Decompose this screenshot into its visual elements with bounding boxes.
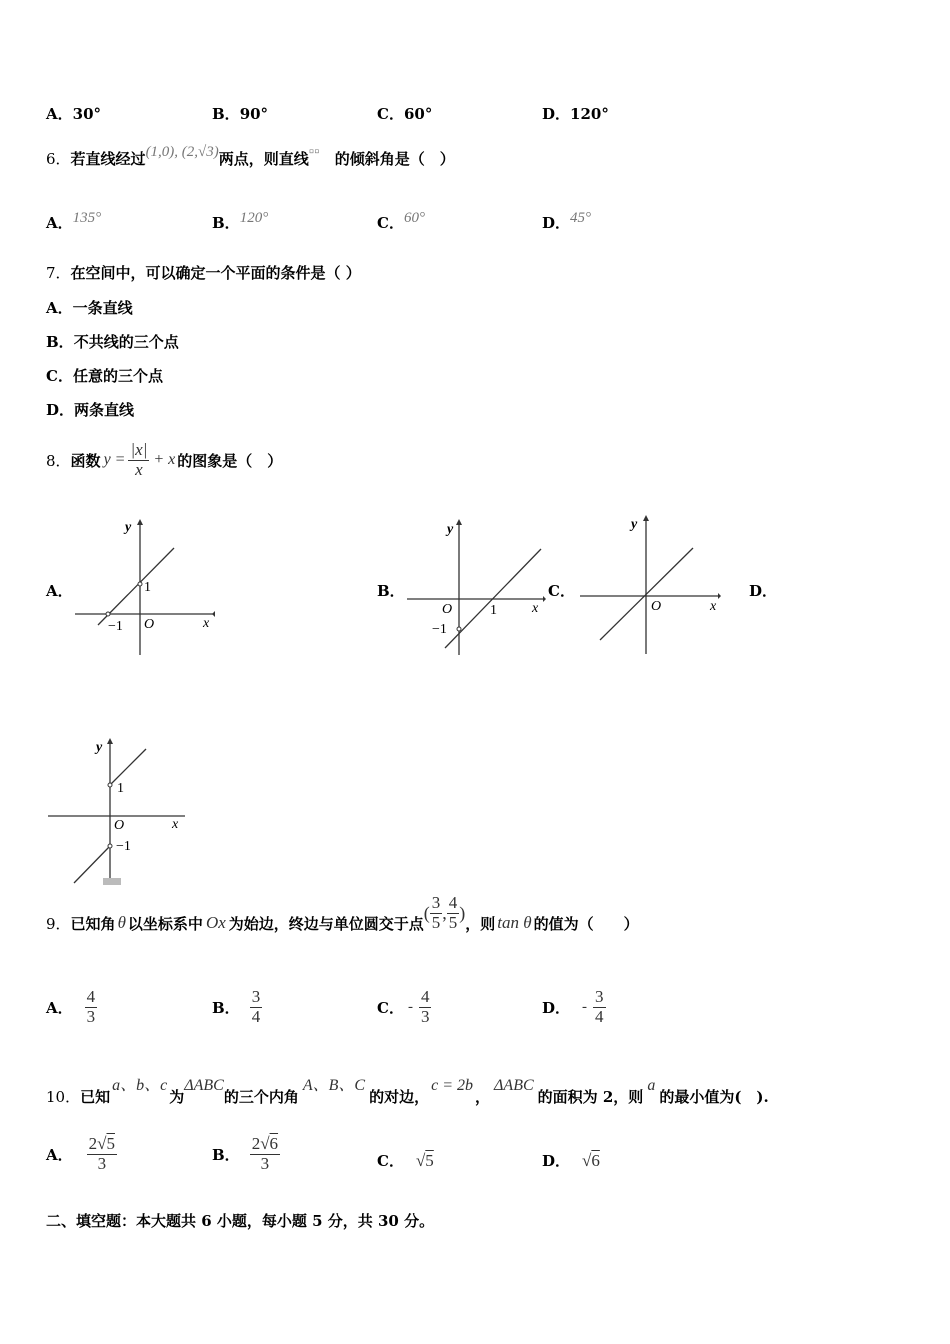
open-point <box>106 612 110 616</box>
q10-a-variable: a <box>647 1077 656 1094</box>
q6-points-formula: (1,0), (2,√3) <box>145 144 219 160</box>
q8-formula-fraction <box>128 441 149 479</box>
q10-text: 已知 <box>80 1088 111 1106</box>
coefficient: 2 <box>88 1133 98 1153</box>
coefficient: 2 <box>251 1133 261 1153</box>
q9-tan: tan θ <box>497 913 532 932</box>
graph-c <box>578 512 728 660</box>
q10-triangle: ΔABC <box>184 1077 224 1094</box>
q7-option-a <box>46 297 133 318</box>
option-label: C． <box>46 367 73 385</box>
q9-option-b <box>212 982 262 1032</box>
option-text: 两条直线 <box>74 401 135 419</box>
q10-text: 的面积为 2，则 <box>537 1088 644 1106</box>
option-text: 任意的三个点 <box>72 367 163 385</box>
q6-option-a <box>46 212 101 233</box>
option-label: C． <box>377 1152 404 1170</box>
q10-text: 的三个内角 <box>223 1088 299 1106</box>
q6-option-b <box>212 212 268 233</box>
scan-mark <box>103 878 121 885</box>
tick-label: −1 <box>108 619 123 634</box>
x-axis-arrow <box>718 593 721 599</box>
option-label: D． <box>46 401 75 419</box>
option-label: D． <box>542 998 571 1017</box>
radical-fraction <box>250 1135 280 1173</box>
origin-label: O <box>114 818 125 833</box>
q6-suffix: 的倾斜角是（ ） <box>334 150 455 168</box>
q5-option-d <box>542 103 609 124</box>
x-label: x <box>203 616 210 631</box>
fraction-numerator: 3 <box>431 892 441 912</box>
y-label: y <box>96 740 103 755</box>
fraction <box>593 988 606 1026</box>
q6-prefix: 若直线经过 <box>70 150 146 168</box>
q10-text: 的对边， <box>369 1088 430 1106</box>
q7-stem <box>46 262 361 283</box>
option-label: B． <box>212 998 240 1017</box>
radical-fraction <box>87 1135 117 1173</box>
option-label: A． <box>46 1145 73 1164</box>
x-axis-arrow <box>212 611 215 617</box>
fraction-denominator: 3 <box>260 1153 270 1173</box>
fraction-denominator: 3 <box>97 1153 107 1173</box>
option-text: 一条直线 <box>72 299 133 317</box>
minus-sign: - <box>582 998 588 1015</box>
y-label: y <box>631 517 638 532</box>
option-label: B． <box>46 333 74 351</box>
option-text: 120° <box>239 210 269 226</box>
radical: √5 <box>415 1151 434 1170</box>
fraction-numerator: 2√6 <box>251 1133 279 1153</box>
option-label: C． <box>377 214 404 232</box>
option-label: D． <box>542 1152 571 1170</box>
y-axis-arrow <box>137 519 143 525</box>
q9-point: ( $\frac{3}{5}$ , $\frac{4}{5}$ ) <box>423 892 466 932</box>
q7-option-d <box>46 399 134 420</box>
option-label: A． <box>46 105 73 123</box>
fraction-numerator: 4 <box>86 986 96 1006</box>
q10-condition: c = 2b <box>431 1077 474 1094</box>
tick-label: 1 <box>144 580 151 595</box>
option-text: 135° <box>72 210 102 226</box>
origin-label: O <box>144 617 155 632</box>
q7-option-c <box>46 365 163 386</box>
option-text: 90° <box>239 105 269 123</box>
open-point <box>108 844 112 848</box>
y-axis-arrow <box>107 738 113 744</box>
y-axis-arrow <box>643 515 649 521</box>
q8-option-a-label: A． <box>46 582 73 600</box>
option-text: 30° <box>72 105 102 123</box>
q6-option-c <box>377 212 425 233</box>
tick-label: 1 <box>490 603 497 618</box>
graph-b <box>405 515 550 660</box>
x-label: x <box>172 817 179 832</box>
option-label: B． <box>212 214 240 232</box>
q10-text: 的最小值为( ). <box>659 1088 769 1106</box>
fraction-numerator: 4 <box>448 892 458 912</box>
option-label: D． <box>542 105 571 123</box>
fraction-numerator: 3 <box>595 986 604 1006</box>
section-title: 二、填空题：本大题共 6 小题，每小题 5 分，共 30 分。 <box>46 1212 435 1230</box>
radicand: 5 <box>106 1133 115 1153</box>
q10-text: 为 <box>169 1088 185 1106</box>
tick-label: 1 <box>117 781 124 796</box>
fraction <box>447 894 460 932</box>
q8-prefix: 函数 <box>70 451 101 470</box>
q10-triangle: ΔABC <box>494 1077 534 1094</box>
option-label: B． <box>212 105 240 123</box>
open-point <box>108 783 112 787</box>
q5-option-b <box>212 103 268 124</box>
x-label: x <box>710 599 717 614</box>
tick-label: −1 <box>432 622 447 637</box>
q5-option-a <box>46 103 101 124</box>
graph-a <box>70 515 220 660</box>
fraction-denominator: 5 <box>448 912 458 932</box>
q9-text: ，则 <box>465 914 496 933</box>
fraction-denominator: x <box>135 459 143 479</box>
y-label: y <box>447 522 454 537</box>
question-number: 6． <box>46 150 71 168</box>
graph-d <box>45 735 195 890</box>
q9-option-d <box>542 982 606 1032</box>
q10-option-b <box>212 1128 280 1180</box>
minus-sign: - <box>407 998 413 1015</box>
x-axis-arrow <box>543 596 546 602</box>
q6-stem <box>46 144 455 169</box>
fraction <box>419 988 432 1026</box>
y-label: y <box>125 520 132 535</box>
q10-text: ， <box>475 1088 491 1106</box>
q8-suffix: 的图象是（ ） <box>177 451 283 470</box>
graph-line-lower <box>74 846 110 883</box>
q8-formula-y: y = <box>103 451 126 468</box>
q5-option-c <box>377 103 432 124</box>
tick-label: −1 <box>116 839 131 854</box>
fraction <box>85 988 98 1026</box>
q6-middle: 两点，则直线 <box>218 150 309 168</box>
fraction-numerator: |x| <box>130 439 148 459</box>
q6-line-placeholder: ▫▫ <box>308 144 320 160</box>
q9-text: 以坐标系中 <box>127 914 203 933</box>
radical: √6 <box>582 1151 600 1170</box>
q7-stem-text: 在空间中，可以确定一个平面的条件是（ ） <box>70 264 361 282</box>
question-number: 8． <box>46 451 71 470</box>
q10-angles: A、B、C <box>302 1077 366 1094</box>
fraction-numerator: 2√5 <box>88 1133 115 1153</box>
fraction-denominator: 3 <box>86 1006 96 1026</box>
q7-option-b <box>46 331 179 352</box>
radicand: 5 <box>425 1151 434 1170</box>
open-point <box>138 582 142 586</box>
q8-formula-tail: + x <box>153 451 176 468</box>
option-label: A． <box>46 998 73 1017</box>
fraction-numerator: 4 <box>420 986 430 1006</box>
option-label: A． <box>46 299 73 317</box>
q9-theta: θ <box>117 913 126 932</box>
q8-option-d-label: D． <box>749 582 778 600</box>
question-number: 10． <box>46 1088 81 1106</box>
option-label: C． <box>377 998 404 1017</box>
q10-stem <box>46 1067 769 1107</box>
fraction-denominator: 3 <box>420 1006 430 1026</box>
q10-option-a <box>46 1128 117 1180</box>
radicand: 6 <box>269 1133 279 1153</box>
fraction-denominator: 4 <box>595 1006 604 1026</box>
q9-text: 的值为（ ） <box>533 914 639 933</box>
option-label: C． <box>377 105 404 123</box>
open-point <box>457 627 461 631</box>
option-label: A． <box>46 214 73 232</box>
q10-option-d <box>542 1150 600 1171</box>
y-axis-arrow <box>456 519 462 525</box>
q8-option-c-label: C． <box>548 582 575 600</box>
fraction <box>250 988 263 1026</box>
origin-label: O <box>442 602 453 617</box>
fraction-numerator: 3 <box>251 986 261 1006</box>
origin-label: O <box>651 599 662 614</box>
fraction <box>430 894 443 932</box>
q9-text: 已知角 <box>70 914 116 933</box>
option-label: D． <box>542 214 571 232</box>
q9-text: 为始边，终边与单位圆交于点 <box>228 914 424 933</box>
option-text: 60° <box>403 210 425 226</box>
q9-option-a <box>46 982 97 1032</box>
option-text: 60° <box>403 105 433 123</box>
q6-option-d <box>542 212 591 233</box>
x-label: x <box>532 601 539 616</box>
q9-ox: Ox <box>205 913 226 932</box>
q8-option-b-label: B． <box>377 582 405 600</box>
q8-stem <box>46 437 282 483</box>
q10-option-c <box>377 1150 434 1171</box>
fraction-denominator: 4 <box>251 1006 261 1026</box>
fraction-denominator: 5 <box>431 912 441 932</box>
option-text: 120° <box>570 105 609 123</box>
q10-sides: a、b、c <box>112 1077 168 1094</box>
question-number: 7． <box>46 264 71 282</box>
option-text: 不共线的三个点 <box>73 333 179 351</box>
option-text: 45° <box>570 210 592 226</box>
question-number: 9． <box>46 914 71 933</box>
q9-option-c <box>377 982 431 1032</box>
graph-line-upper <box>110 749 146 785</box>
option-label: B． <box>212 1145 240 1164</box>
radicand: 6 <box>591 1151 600 1170</box>
q9-stem <box>46 892 639 948</box>
